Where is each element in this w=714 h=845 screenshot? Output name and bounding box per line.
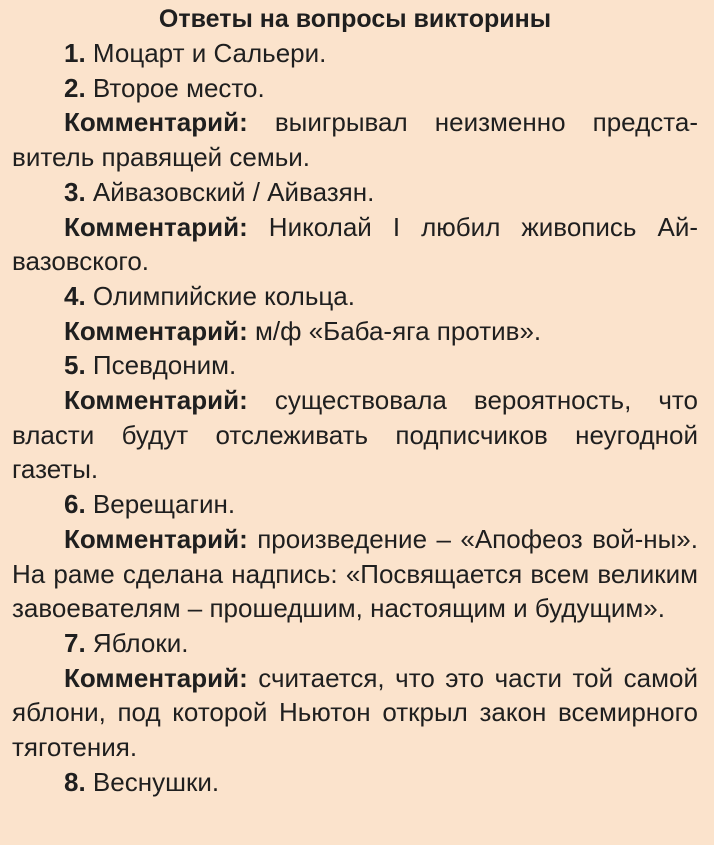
- comment-item-4: [12, 314, 698, 349]
- comment-label: Комментарий:: [64, 523, 248, 554]
- comment-label: Комментарий:: [64, 211, 248, 242]
- comment-item-6: [12, 522, 698, 626]
- answer-number: 4.: [64, 280, 86, 311]
- answer-item-5: [12, 348, 698, 383]
- page-title: Ответы на вопросы викторины: [158, 5, 552, 33]
- comment-item-7: [12, 661, 698, 765]
- answer-number: 6.: [64, 489, 86, 520]
- comment-item-2: [12, 105, 698, 174]
- comment-text: Николай I любил живопись Ай-вазовского.: [12, 211, 698, 277]
- comment-label: Комментарий:: [64, 385, 248, 416]
- comment-text: существовала вероятность, что власти будут отслеживать подписчиков неугодной газеты.: [12, 385, 698, 485]
- answer-number: 5.: [64, 350, 86, 381]
- answers-list: [12, 36, 698, 799]
- answer-item-1: [12, 36, 698, 71]
- answer-number: 3.: [64, 176, 86, 207]
- answer-text: Второе место.: [92, 72, 265, 103]
- answer-number: 7.: [64, 627, 86, 658]
- answer-item-2: [12, 71, 698, 106]
- comment-item-5: [12, 383, 698, 487]
- answer-item-8: [12, 765, 698, 800]
- answer-item-3: [12, 175, 698, 210]
- comment-text: считается, что это части той самой яблони, под которой Ньютон открыл закон всемирного тяготения.: [12, 662, 698, 763]
- answer-number: 1.: [64, 38, 86, 68]
- comment-text: м/ф «Баба-яга против».: [254, 315, 542, 346]
- answer-text: Моцарт и Сальери.: [92, 38, 327, 68]
- comment-label: Комментарий:: [64, 662, 248, 693]
- answer-text: Айвазовский / Айвазян.: [92, 176, 375, 207]
- answer-text: Олимпийские кольца.: [92, 280, 355, 311]
- answer-item-6: [12, 487, 698, 522]
- comment-label: Комментарий:: [64, 107, 248, 138]
- answer-text: Верещагин.: [92, 489, 236, 520]
- answer-number: 2.: [64, 72, 86, 103]
- comment-label: Комментарий:: [64, 315, 248, 346]
- answer-text: Яблоки.: [92, 627, 189, 658]
- comment-text: выигрывал неизменно предста-витель правящей семьи.: [12, 107, 698, 173]
- answer-item-7: [12, 626, 698, 661]
- answer-number: 8.: [64, 766, 86, 797]
- comment-text: произведение – «Апофеоз вой-ны». На раме сделана надпись: «Посвящается всем великим завоевателям – прошедшим, настоящим и будущим».: [12, 523, 698, 624]
- answer-text: Веснушки.: [92, 766, 220, 797]
- answer-item-4: [12, 279, 698, 314]
- comment-item-3: [12, 210, 698, 279]
- answer-text: Псевдоним.: [92, 350, 237, 381]
